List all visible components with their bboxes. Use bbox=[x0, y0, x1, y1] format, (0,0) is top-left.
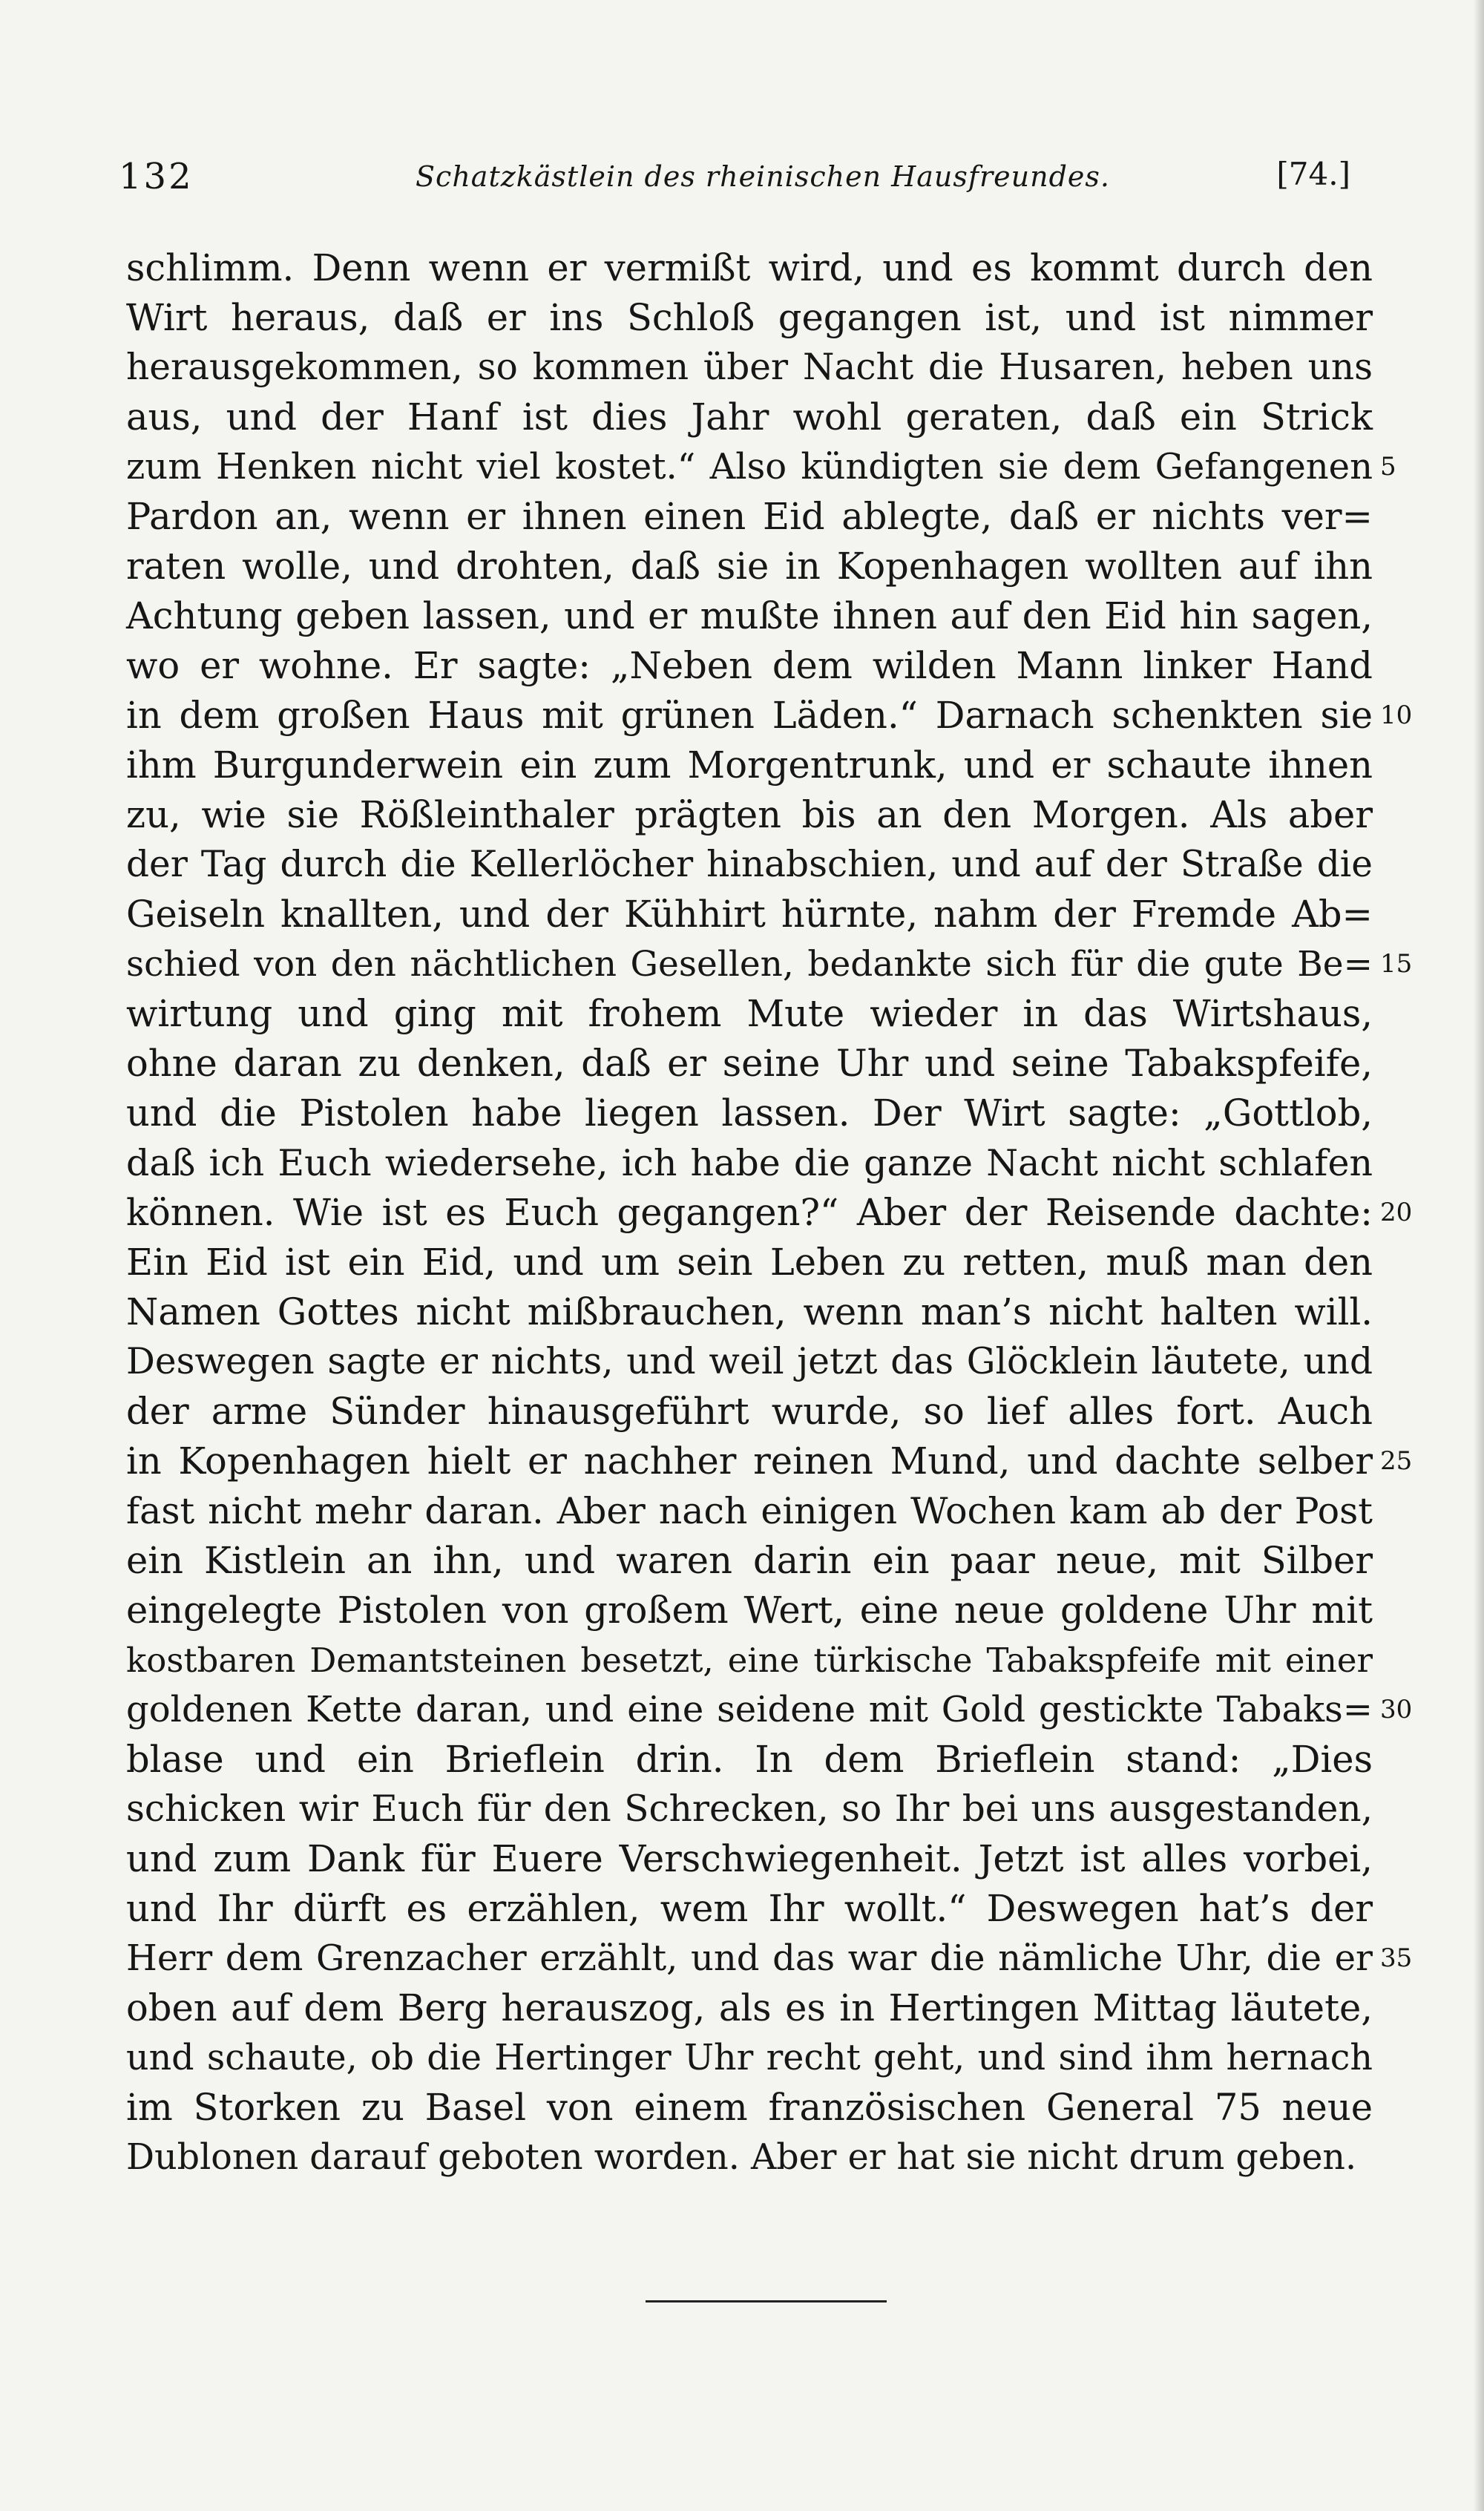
line-number: 35 bbox=[1380, 1943, 1413, 1973]
text-line bbox=[126, 1536, 1373, 1586]
text-line bbox=[126, 1884, 1373, 1934]
text-line bbox=[126, 1138, 1373, 1188]
line-text: und die Pistolen habe liegen lassen. Der Wirt sagte: „Gottlob, bbox=[126, 1092, 1373, 1135]
text-line bbox=[126, 1188, 1413, 1238]
text-line bbox=[126, 1586, 1373, 1635]
line-text: zu, wie sie Rößleinthaler prägten bis an den Morgen. Als aber bbox=[126, 793, 1373, 836]
line-text: Deswegen sagte er nichts, und weil jetzt das Glöcklein läutete, und bbox=[126, 1341, 1373, 1382]
text-line bbox=[126, 741, 1373, 790]
line-text: eingelegte Pistolen von großem Wert, eine neue goldene Uhr mit bbox=[126, 1589, 1373, 1632]
line-text: in dem großen Haus mit grünen Läden.“ Darnach schenkten sie bbox=[126, 694, 1373, 737]
text-line bbox=[126, 393, 1373, 442]
text-line bbox=[126, 1337, 1373, 1387]
line-text: Wirt heraus, daß er ins Schloß gegangen ist, und ist nimmer bbox=[126, 296, 1373, 339]
line-text: Herr dem Grenzacher erzählt, und das war die nämliche Uhr, die er bbox=[126, 1937, 1373, 1979]
line-number: 20 bbox=[1380, 1198, 1413, 1227]
text-line bbox=[126, 1486, 1373, 1536]
line-text: und Ihr dürft es erzählen, wem Ihr wollt.“ Deswegen hat’s der bbox=[126, 1887, 1373, 1930]
line-text: der arme Sünder hinausgeführt wurde, so lief alles fort. Auch bbox=[126, 1390, 1373, 1433]
text-line bbox=[126, 939, 1413, 989]
text-line bbox=[126, 840, 1373, 890]
text-line bbox=[126, 2133, 1373, 2182]
text-line bbox=[126, 1039, 1373, 1089]
line-number: 30 bbox=[1380, 1695, 1413, 1724]
text-line bbox=[126, 790, 1373, 840]
text-line bbox=[126, 293, 1373, 343]
line-text: ein Kistlein an ihn, und waren darin ein paar neue, mit Silber bbox=[126, 1539, 1373, 1582]
text-line bbox=[126, 591, 1373, 641]
line-number: 5 bbox=[1380, 452, 1396, 482]
running-title: Schatzkästlein des rheinischen Hausfreundes. bbox=[416, 160, 1110, 193]
line-text: Geiseln knallten, und der Kühhirt hürnte, nahm der Fremde Ab= bbox=[126, 893, 1373, 936]
line-text: zum Henken nicht viel kostet.“ Also kündigten sie dem Gefangenen bbox=[126, 446, 1373, 488]
line-text: Achtung geben lassen, und er mußte ihnen auf den Eid hin sagen, bbox=[126, 594, 1373, 637]
line-text: Dublonen darauf geboten worden. Aber er hat sie nicht drum geben. bbox=[126, 2137, 1357, 2178]
text-line bbox=[126, 1287, 1373, 1337]
text-line bbox=[126, 542, 1373, 591]
line-text: im Storken zu Basel von einem französischen General 75 neue bbox=[126, 2086, 1373, 2129]
line-text: aus, und der Hanf ist dies Jahr wohl geraten, daß ein Strick bbox=[126, 395, 1373, 439]
line-text: und zum Dank für Euere Verschwiegenheit. Jetzt ist alles vorbei, bbox=[126, 1837, 1373, 1880]
text-line bbox=[126, 1387, 1373, 1437]
text-line bbox=[126, 1785, 1373, 1834]
text-line bbox=[126, 641, 1373, 691]
line-text: und schaute, ob die Hertinger Uhr recht geht, und sind ihm hernach bbox=[126, 2038, 1373, 2078]
line-text: schied von den nächtlichen Gesellen, bedankte sich für die gute Be= bbox=[126, 944, 1373, 985]
line-text: goldenen Kette daran, und eine seidene mit Gold gestickte Tabaks= bbox=[126, 1689, 1373, 1730]
line-text: raten wolle, und drohten, daß sie in Kopenhagen wollten auf ihn bbox=[126, 545, 1373, 588]
text-line bbox=[126, 1238, 1373, 1287]
text-line bbox=[126, 2033, 1373, 2083]
text-line bbox=[126, 989, 1373, 1039]
line-text: wirtung und ging mit frohem Mute wieder in das Wirtshaus, bbox=[126, 992, 1373, 1035]
line-text: kostbaren Demantsteinen besetzt, eine türkische Tabakspfeife mit einer bbox=[126, 1641, 1373, 1680]
line-text: ohne daran zu denken, daß er seine Uhr und seine Tabakspfeife, bbox=[126, 1042, 1373, 1085]
text-line bbox=[126, 343, 1373, 393]
line-text: fast nicht mehr daran. Aber nach einigen Wochen kam ab der Post bbox=[126, 1490, 1373, 1532]
sheet-mark: [74.] bbox=[1276, 156, 1350, 192]
page-header bbox=[119, 156, 1350, 208]
text-line bbox=[126, 890, 1373, 939]
text-line bbox=[126, 1437, 1413, 1486]
line-text: der Tag durch die Kellerlöcher hinabschien, und auf der Straße die bbox=[126, 844, 1373, 885]
line-number: 25 bbox=[1380, 1446, 1413, 1476]
line-text: Namen Gottes nicht mißbrauchen, wenn man’s nicht halten will. bbox=[126, 1290, 1373, 1333]
line-text: ihm Burgunderwein ein zum Morgentrunk, und er schaute ihnen bbox=[126, 744, 1373, 787]
page-number: 132 bbox=[119, 156, 194, 197]
page-edge-shadow bbox=[1474, 0, 1484, 2511]
text-line bbox=[126, 1834, 1373, 1884]
line-text: blase und ein Brieflein drin. In dem Brieflein stand: „Dies bbox=[126, 1738, 1373, 1781]
line-text: in Kopenhagen hielt er nachher reinen Mund, und dachte selber bbox=[126, 1440, 1373, 1483]
line-text: Pardon an, wenn er ihnen einen Eid ablegte, daß er nichts ver= bbox=[126, 495, 1373, 538]
line-text: können. Wie ist es Euch gegangen?“ Aber der Reisende dachte: bbox=[126, 1191, 1373, 1234]
line-text: herausgekommen, so kommen über Nacht die Husaren, heben uns bbox=[126, 347, 1373, 388]
text-line bbox=[126, 442, 1396, 492]
text-line bbox=[126, 492, 1373, 542]
end-rule bbox=[646, 2300, 887, 2302]
line-text: schlimm. Denn wenn er vermißt wird, und es kommt durch den bbox=[126, 246, 1373, 289]
text-line bbox=[126, 1089, 1373, 1138]
text-line bbox=[126, 1983, 1373, 2033]
text-line bbox=[126, 691, 1413, 741]
line-text: wo er wohne. Er sagte: „Neben dem wilden Mann linker Hand bbox=[126, 644, 1373, 687]
line-number: 10 bbox=[1380, 700, 1413, 730]
line-text: daß ich Euch wiedersehe, ich habe die ganze Nacht nicht schlafen bbox=[126, 1142, 1373, 1184]
text-line bbox=[126, 1934, 1413, 1983]
text-line bbox=[126, 2083, 1373, 2133]
body-text bbox=[126, 243, 1413, 2182]
text-line bbox=[126, 1685, 1413, 1735]
text-line bbox=[126, 1735, 1373, 1785]
line-text: Ein Eid ist ein Eid, und um sein Leben zu retten, muß man den bbox=[126, 1241, 1373, 1284]
text-line bbox=[126, 243, 1373, 293]
line-text: schicken wir Euch für den Schrecken, so Ihr bei uns ausgestanden, bbox=[126, 1788, 1373, 1830]
line-text: oben auf dem Berg herauszog, als es in Hertingen Mittag läutete, bbox=[126, 1986, 1373, 2029]
line-number: 15 bbox=[1380, 949, 1413, 979]
text-line bbox=[126, 1635, 1373, 1685]
